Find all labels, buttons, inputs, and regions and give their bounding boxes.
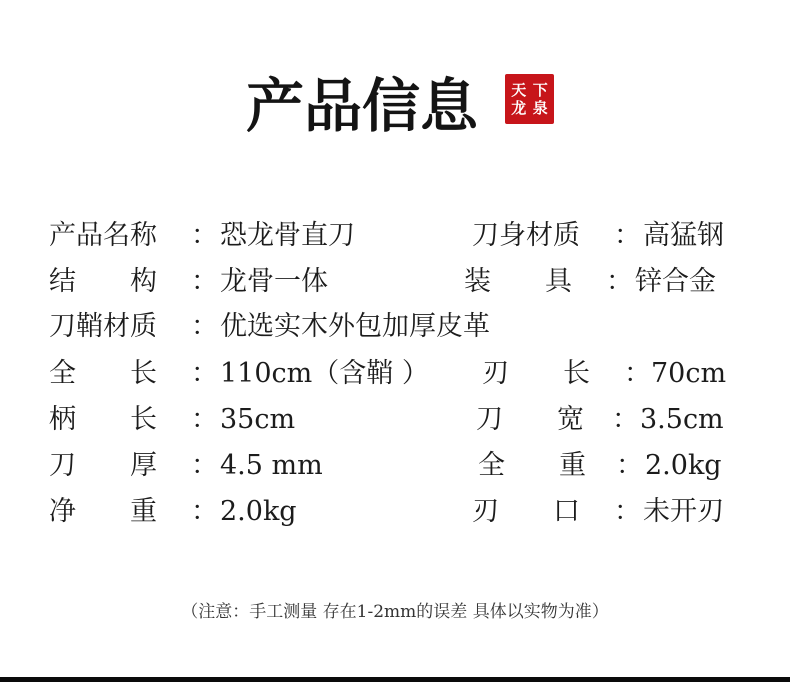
spec-colon: ： bbox=[614, 496, 641, 527]
spec-value: 70cm bbox=[651, 358, 727, 389]
spec-label: 刃 长 bbox=[482, 358, 590, 389]
spec-value: 高猛钢 bbox=[643, 220, 724, 251]
spec-row bbox=[0, 492, 790, 532]
seal-char: 龙 bbox=[511, 99, 527, 117]
page-title: 产品信息 bbox=[246, 72, 479, 140]
spec-value: 110cm（含鞘 ） bbox=[220, 358, 429, 389]
spec-colon: ： bbox=[191, 450, 218, 481]
spec-colon: ： bbox=[191, 311, 218, 342]
spec-row bbox=[0, 446, 790, 486]
spec-label: 刀鞘材质 bbox=[49, 311, 157, 342]
spec-label: 刃 口 bbox=[472, 496, 580, 527]
spec-colon: ： bbox=[614, 220, 641, 251]
measurement-note: （注意：手工测量 存在1-2mm的误差 具体以实物为准） bbox=[181, 602, 609, 622]
spec-value: 2.0kg bbox=[645, 450, 722, 481]
spec-label: 柄 长 bbox=[49, 404, 157, 435]
spec-label: 刀 宽 bbox=[476, 404, 584, 435]
spec-value: 4.5 mm bbox=[220, 450, 323, 481]
spec-value: 恐龙骨直刀 bbox=[220, 220, 355, 251]
spec-label: 装 具 bbox=[464, 266, 572, 297]
spec-label: 产品名称 bbox=[49, 220, 157, 251]
spec-row bbox=[0, 307, 790, 347]
spec-value: 未开刃 bbox=[643, 496, 724, 527]
spec-colon: ： bbox=[191, 496, 218, 527]
spec-label: 全 长 bbox=[49, 358, 157, 389]
spec-value: 锌合金 bbox=[635, 266, 716, 297]
spec-colon: ： bbox=[616, 450, 643, 481]
spec-colon: ： bbox=[191, 358, 218, 389]
spec-label: 结 构 bbox=[49, 266, 157, 297]
brand-seal bbox=[505, 74, 554, 124]
spec-colon: ： bbox=[191, 404, 218, 435]
spec-colon: ： bbox=[191, 220, 218, 251]
spec-colon: ： bbox=[606, 266, 633, 297]
spec-colon: ： bbox=[624, 358, 651, 389]
bottom-divider bbox=[0, 677, 790, 682]
spec-colon: ： bbox=[191, 266, 218, 297]
spec-row bbox=[0, 354, 790, 394]
spec-label: 净 重 bbox=[49, 496, 157, 527]
seal-char: 天 bbox=[511, 81, 527, 99]
spec-value: 优选实木外包加厚皮革 bbox=[220, 311, 490, 342]
spec-row bbox=[0, 216, 790, 256]
seal-char: 泉 bbox=[532, 99, 548, 117]
spec-value: 3.5cm bbox=[640, 404, 724, 435]
spec-colon: ： bbox=[612, 404, 639, 435]
seal-char: 下 bbox=[532, 81, 548, 99]
spec-label: 刀身材质 bbox=[472, 220, 580, 251]
spec-label: 全 重 bbox=[478, 450, 586, 481]
spec-label: 刀 厚 bbox=[49, 450, 157, 481]
spec-value: 2.0kg bbox=[220, 496, 297, 527]
spec-value: 35cm bbox=[220, 404, 296, 435]
spec-row bbox=[0, 262, 790, 302]
spec-value: 龙骨一体 bbox=[220, 266, 328, 297]
spec-row bbox=[0, 400, 790, 440]
